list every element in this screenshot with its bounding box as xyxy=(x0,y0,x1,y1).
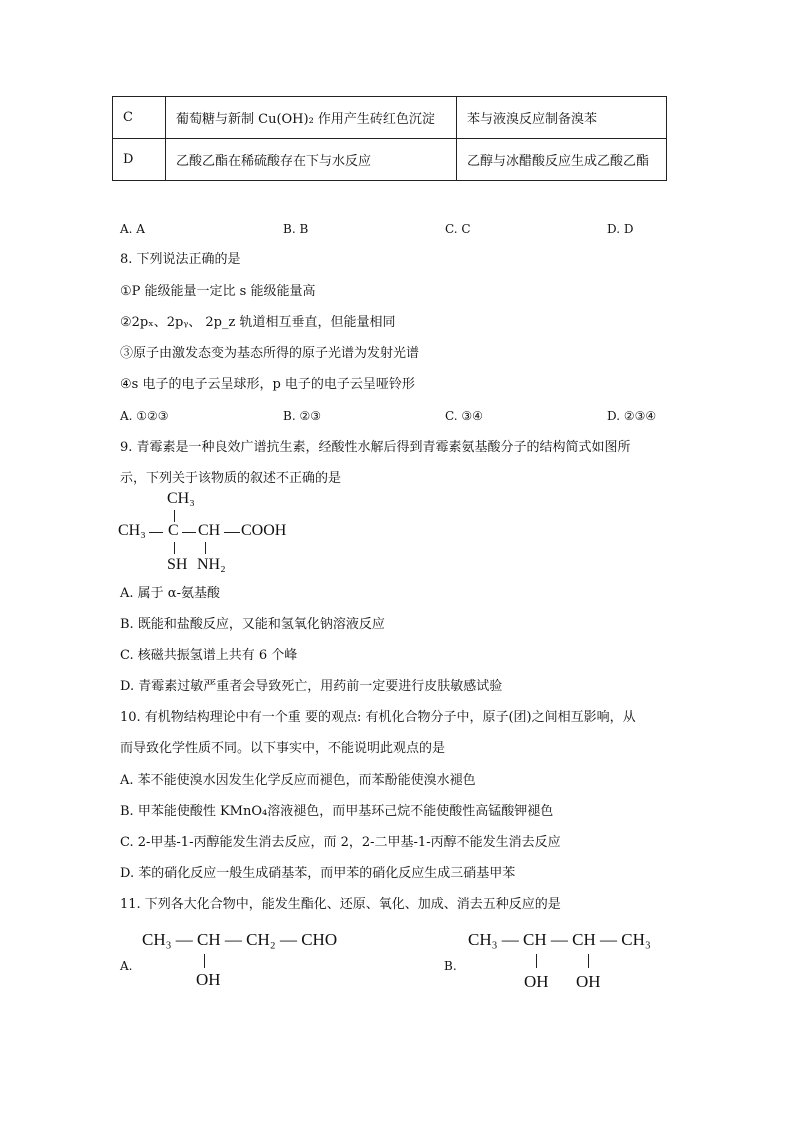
question-stem: 8. 下列说法正确的是 xyxy=(120,252,241,267)
formula-methyl-left: CH₃ xyxy=(118,522,146,539)
formula-ch: CH xyxy=(198,522,221,539)
option-c: C. 2-甲基-1-丙醇能发生消去反应，而 2，2-二甲基-1-丙醇不能发生消去反应 xyxy=(120,835,561,850)
option-d: D. D xyxy=(607,222,634,236)
option-a: A. 苯不能使溴水因发生化学反应而褪色，而苯酚能使溴水褪色 xyxy=(120,773,476,788)
table-cell: 乙酸乙酯在稀硫酸存在下与水反应 xyxy=(166,139,457,181)
statement-item: ①P 能级能量一定比 s 能级能量高 xyxy=(120,284,316,299)
option-d: D. 苯的硝化反应一般生成硝基苯，而甲苯的硝化反应生成三硝基甲苯 xyxy=(120,866,516,881)
option-b: B. ②③ xyxy=(283,409,321,423)
structural-formula xyxy=(118,488,318,580)
option-b: B. 既能和盐酸反应，又能和氢氧化钠溶液反应 xyxy=(120,617,385,632)
bond-line xyxy=(224,532,240,533)
bond-line xyxy=(536,954,537,968)
option-a: A. A xyxy=(120,222,145,236)
option-c: C. C xyxy=(445,222,471,236)
question-stem: 11. 下列各大化合物中，能发生酯化、还原、氧化、加成、消去五种反应的是 xyxy=(120,897,561,912)
table-cell: 乙醇与冰醋酸反应生成乙酸乙酯 xyxy=(457,139,667,181)
bond-line xyxy=(149,532,163,533)
formula-option-a xyxy=(118,928,378,998)
statement-item: ③原子由激发态变为基态所得的原子光谱为发射光谱 xyxy=(120,346,420,361)
option-a: A. ①②③ xyxy=(120,409,169,423)
formula-sh: SH xyxy=(167,556,188,573)
statement-item: ④s 电子的电子云呈球形，p 电子的电子云呈哑铃形 xyxy=(120,377,415,392)
table-row xyxy=(113,97,667,139)
formula-oh: OH xyxy=(196,970,221,989)
table-cell: 苯与液溴反应制备溴苯 xyxy=(457,97,667,139)
formula-oh: OH xyxy=(576,972,601,991)
question-stem: 9. 青霉素是一种良效广谱抗生素，经酸性水解后得到青霉素氨基酸分子的结构简式如图所 xyxy=(120,440,631,455)
formula-oh: OH xyxy=(524,972,549,991)
formula-carbon: C xyxy=(168,522,179,539)
table-row xyxy=(113,139,667,181)
formula-methyl-top: CH₃ xyxy=(167,490,195,507)
question-stem: 示，下列关于该物质的叙述不正确的是 xyxy=(120,471,342,486)
row-label: C xyxy=(113,97,166,139)
formula-chain: CH₃ — CH — CH₂ — CHO xyxy=(142,930,338,949)
option-c: C. 核磁共振氢谱上共有 6 个峰 xyxy=(120,648,298,663)
option-label: B. xyxy=(444,959,457,973)
option-b: B. 甲苯能使酸性 KMnO₄溶液褪色，而甲基环己烷不能使酸性高锰酸钾褪色 xyxy=(120,804,554,819)
option-d: D. ②③④ xyxy=(607,409,657,423)
table-cell: 葡萄糖与新制 Cu(OH)₂ 作用产生砖红色沉淀 xyxy=(166,97,457,139)
bond-line xyxy=(182,532,196,533)
formula-chain: CH₃ — CH — CH — CH₃ xyxy=(468,930,651,949)
question-stem: 10. 有机物结构理论中有一个重 要的观点: 有机化合物分子中，原子(团)之间相互影响，从 xyxy=(120,710,636,725)
option-label: A. xyxy=(120,959,133,973)
bond-line xyxy=(204,954,205,968)
bond-line xyxy=(205,542,206,554)
option-b: B. B xyxy=(283,222,309,236)
statement-item: ②2pₓ、2pᵧ、 2p_z 轨道相互垂直，但能量相同 xyxy=(120,315,396,330)
row-label: D xyxy=(113,139,166,181)
option-d: D. 青霉素过敏严重者会导致死亡，用药前一定要进行皮肤敏感试验 xyxy=(120,679,503,694)
option-a: A. 属于 α-氨基酸 xyxy=(120,586,220,601)
formula-nh2: NH₂ xyxy=(197,556,226,573)
question-stem: 而导致化学性质不同。以下事实中，不能说明此观点的是 xyxy=(120,741,446,756)
bond-line xyxy=(174,542,175,554)
bond-line xyxy=(588,954,589,968)
option-c: C. ③④ xyxy=(445,409,483,423)
comparison-table xyxy=(112,96,667,181)
formula-cooh: COOH xyxy=(241,522,287,539)
bond-line xyxy=(174,510,175,522)
formula-option-b xyxy=(442,928,682,998)
